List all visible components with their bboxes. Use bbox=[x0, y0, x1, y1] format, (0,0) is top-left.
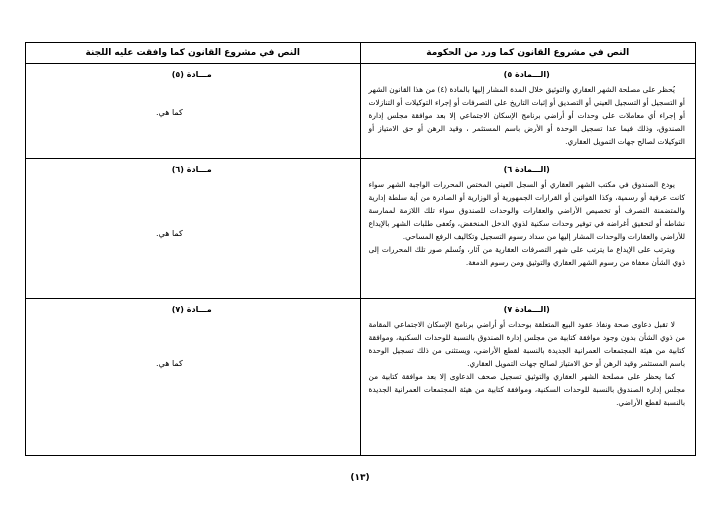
committee-article-title: مـــادة (٥) bbox=[171, 70, 212, 79]
header-committee-text: النص في مشروع القانون كما وافقت عليه اللجنة bbox=[26, 43, 361, 64]
committee-cell bbox=[26, 299, 361, 456]
government-cell bbox=[360, 64, 696, 159]
committee-cell bbox=[26, 64, 361, 159]
committee-article-title: مـــادة (٦) bbox=[171, 165, 212, 174]
committee-cell bbox=[26, 159, 361, 299]
gov-article-paragraph: لا تقبل دعاوى صحة ونفاذ عقود البيع المتعلقة بوحدات أو أراضي برنامج الإسكان الاجتماعي المقامة من ذوي الشأن بدون وجود موافقة كتابية من مجلس إدارة الصندوق بالنسبة للوحدات السكنية، وموافقة كتابية من هيئة المجتمعات العمرانية الجديدة بالنسبة لقطع الأراضي، ويستثنى من ذلك تسجيل الوحدة باسم المستثمر وقيد الرهن أو حق الامتياز لصالح جهات التمويل العقاري. bbox=[368, 320, 685, 368]
government-cell bbox=[360, 299, 696, 456]
table-header-row bbox=[26, 43, 696, 64]
table-row bbox=[26, 64, 696, 159]
table-row bbox=[26, 299, 696, 456]
committee-as-is-text: كما هي. bbox=[156, 108, 183, 117]
committee-as-is-text: كما هي. bbox=[156, 359, 183, 368]
header-government-text: النص في مشروع القانون كما ورد من الحكومة bbox=[360, 43, 696, 64]
gov-article-paragraph: ويترتب على الإيداع ما يترتب على شهر التصرفات العقارية من آثار، وتُسلم صور تلك المحررات إلى ذوي الشأن معفاة من رسوم الشهر العقاري والتوثيق ومن رسوم الدمغة. bbox=[368, 245, 685, 267]
government-cell bbox=[360, 159, 696, 299]
comparison-table bbox=[25, 42, 696, 456]
page-number: (١٣) bbox=[350, 473, 370, 483]
table-row bbox=[26, 159, 696, 299]
gov-article-paragraph: يُحظر على مصلحة الشهر العقاري والتوثيق خلال المدة المشار إليها بالمادة (٤) من هذا القانون الشهر أو التسجيل أو التسجيل العيني أو التصديق أو إثبات التاريخ على التصرفات أو إجراء التوكيلات أو التنازلات أو إجراء أي معاملات على وحدات أو أراضي برنامج الإسكان الاجتماعي إلا بعد موافقة مجلس إدارة الصندوق، وذلك فيما عدا تسجيل الوحدة أو الأرض باسم المستثمر ، وقيد الرهن أو حق الامتياز أو التوكيلات لصالح جهات التمويل العقاري. bbox=[368, 85, 685, 146]
committee-article-title: مـــادة (٧) bbox=[171, 305, 212, 314]
committee-as-is-text: كما هي. bbox=[156, 229, 183, 238]
gov-article-paragraph: كما يحظر على مصلحة الشهر العقاري والتوثيق تسجيل صحف الدعاوى إلا بعد موافقة كتابية من مجلس إدارة الصندوق بالنسبة للوحدات السكنية، وموافقة كتابية من هيئة المجتمعات العمرانية الجديدة بالنسبة لقطع الأراضي. bbox=[368, 372, 685, 407]
gov-article-title: (الـــمادة ٦) bbox=[503, 165, 550, 174]
gov-article-title: (الـــمادة ٧) bbox=[503, 305, 550, 314]
gov-article-paragraph: يودع الصندوق في مكتب الشهر العقاري أو السجل العيني المختص المحررات الواجبة الشهر سواء كانت عرفية أو رسمية، وكذا القوانين أو القرارات الجمهورية أو الوزارية أو الصادرة من أية سلطة إدارية والمتضمنة التصرف أو تخصيص الأراضي والعقارات والوحدات للصندوق سواء تلك اللازمة لممارسة نشاطه أو لتحقيق أغراضه في توفير وحدات سكنية لذوي الدخل المنخفض، وتُعفى طلبات الشهر بالإيداع للأراضي والعقارات والوحدات المشار إليها من سداد رسوم التسجيل وتكاليف الرفع المساحي. bbox=[368, 180, 685, 241]
gov-article-title: (الـــمادة ٥) bbox=[503, 70, 550, 79]
